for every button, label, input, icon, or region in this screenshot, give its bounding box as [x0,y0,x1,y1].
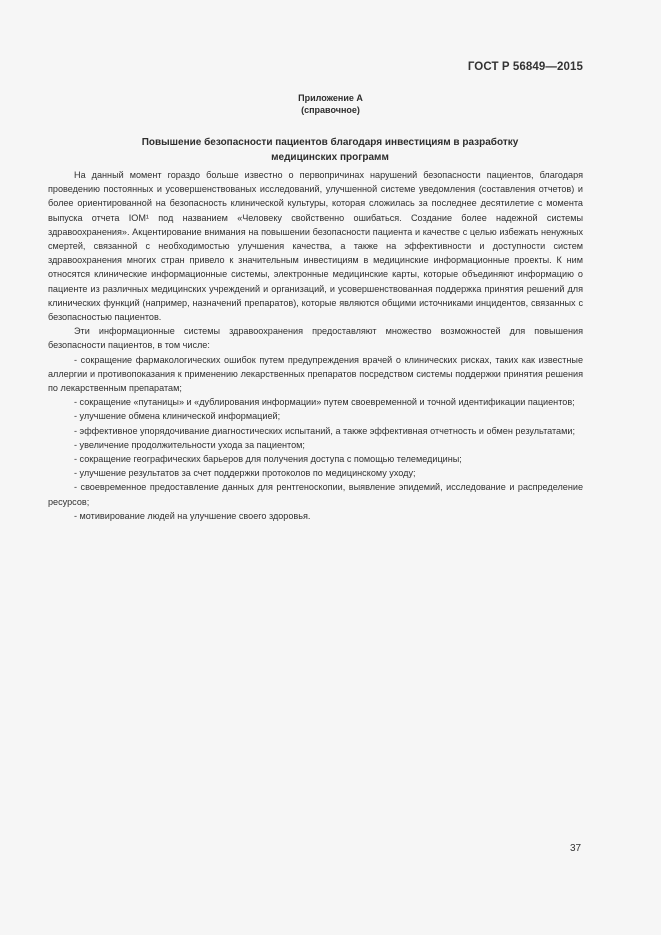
annex-subtitle: (справочное) [301,105,360,115]
annex-title: Приложение А [298,93,363,103]
list-item: - улучшение результатов за счет поддержки протоколов по медицинскому уходу; [74,468,416,479]
page-number: 37 [570,843,582,854]
paragraph-systems: Эти информационные системы здравоохранения предоставляют множество возможностей для повышения безопасности пациентов, в том числе: [48,326,583,351]
section-heading [80,135,580,165]
paragraph-intro: На данный момент гораздо больше известно о первопричинах нарушений безопасности пациентов, благодаря проведению постоянных и усовершенствованых исследований, улучшенной системе уведомления (составления отчетов) и более ориентированной на безопасность клинической культуры, которая сложилась за последнее десятилетие с момента выпуска отчета IOM¹ под названием «Человеку свойственно ошибаться. Создание более надежной системы здравоохранения». Акцентирование внимания на повышении безопасности пациента и качестве с целью избежать ненужных смертей, связанной с необходимостью улучшения качества, а также на эффективности и доступности систем здравоохранения многих стран привело к значительным инвестициям в медицинские информационные проекты. К ним относятся клинические информационные системы, электронные медицинские карты, которые объединяют информацию о пациенте из различных медицинских учреждений и организаций, и усовершенствованная поддержка принятия решений для клинических функций (например, назначений препаратов), которые являются общими источниками инцидентов, связанных с безопасностью пациентов. [48,170,583,323]
list-item: - улучшение обмена клинической информацией; [74,411,281,422]
list-item: - сокращение географических барьеров для получения доступа с помощью телемедицины; [74,454,462,465]
list-item: - мотивирование людей на улучшение своего здоровья. [74,510,311,521]
section-heading-line-2: медицинских программ [271,152,389,163]
list-item: - сокращение фармакологических ошибок путем предупреждения врачей о клинических рисках, таких как известные аллергии и противопоказания к применению лекарственных препаратов посредством системы поддержки принятия решения по лекарственным препаратам; [48,354,583,394]
section-heading-line-1: Повышение безопасности пациентов благодаря инвестициям в разработку [141,137,519,148]
list-item: - эффективное упорядочивание диагностических испытаний, а также эффективная отчетность и обмен результатами; [74,425,575,436]
list-item: - увеличение продолжительности ухода за пациентом; [74,439,305,450]
list-item: - своевременное предоставление данных для рентгеноскопии, выявление эпидемий, исследование и распределение ресурсов; [48,482,583,507]
document-code: ГОСТ Р 56849—2015 [467,61,583,73]
list-item: - сокращение «путаницы» и «дублирования информации» путем своевременной и точной идентификации пациентов; [74,397,575,408]
body-text [48,168,583,523]
